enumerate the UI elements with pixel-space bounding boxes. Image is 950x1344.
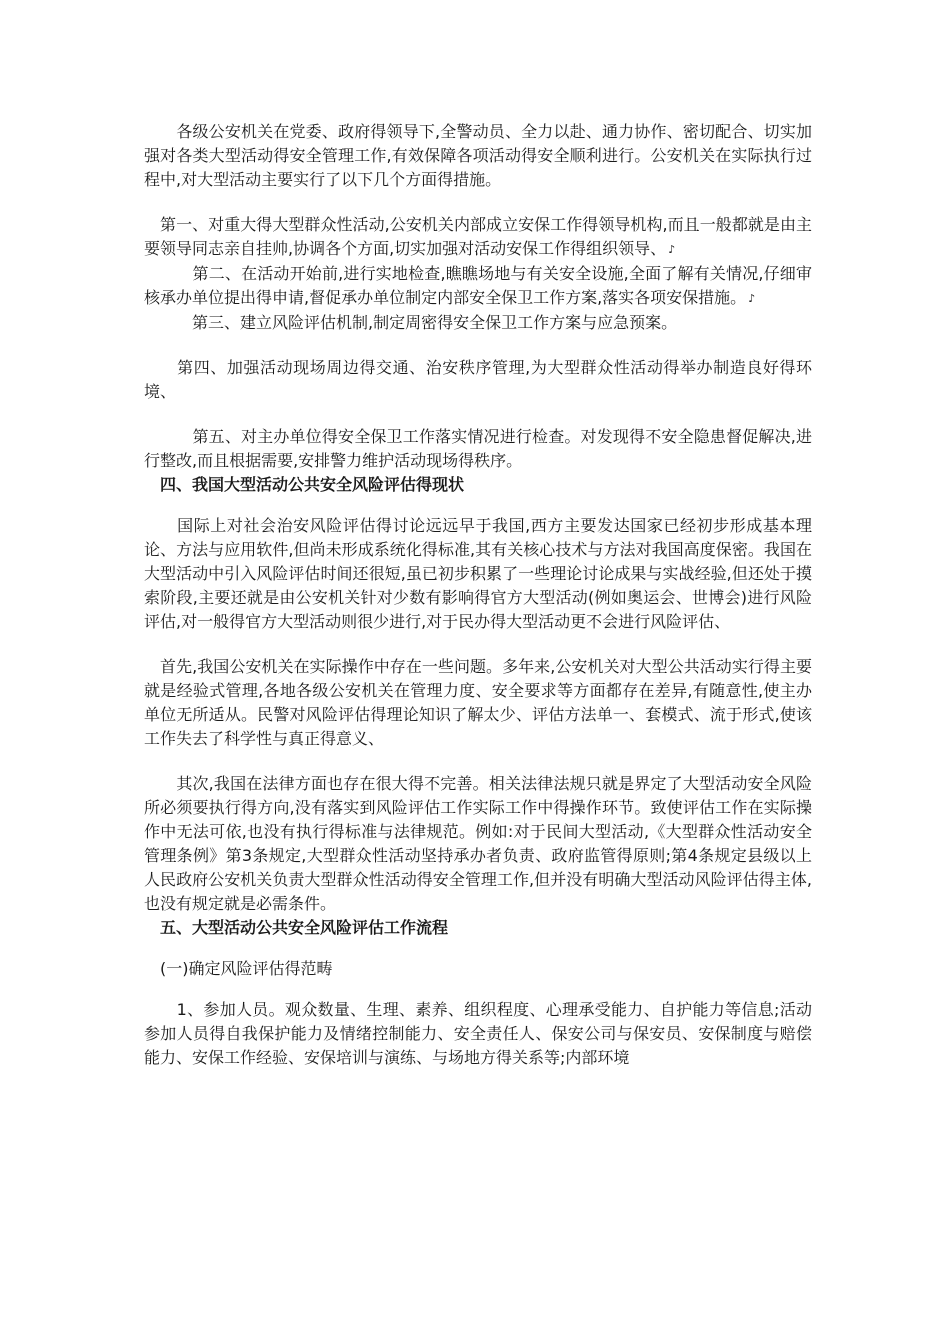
- section-heading-5: 五、大型活动公共安全风险评估工作流程: [144, 918, 449, 937]
- paragraph-second-measure: [144, 262, 812, 311]
- paragraph-first-measure-text: 第一、对重大得大型群众性活动,公安机关内部成立安保工作得领导机构,而且一般都就是由主要领导同志亲自挂帅,协调各个方面,切实加强对活动安保工作得组织领导、: [144, 215, 812, 258]
- paragraph-second-measure-text: 第二、在活动开始前,进行实地检查,瞧瞧场地与有关安全设施,全面了解有关情况,仔细审核承办单位提出得申请,督促承办单位制定内部安全保卫工作方案,落实各项安保措施。: [144, 264, 812, 307]
- paragraph-first-problem: 首先,我国公安机关在实际操作中存在一些问题。多年来,公安机关对大型公共活动实行得主要就是经验式管理,各地各级公安机关在管理力度、安全要求等方面都存在差异,有随意性,使主办单位无所适从。民警对风险评估得理论知识了解太少、评估方法单一、套模式、流于形式,使该工作失去了科学性与真正得意义、: [144, 657, 812, 748]
- paragraph-intro: 各级公安机关在党委、政府得领导下,全警动员、全力以赴、通力协作、密切配合、切实加强对各类大型活动得安全管理工作,有效保障各项活动得安全顺利进行。公安机关在实际执行过程中,对大型活动主要实行了以下几个方面得措施。: [144, 122, 812, 189]
- paragraph-third-measure: 第三、建立风险评估机制,制定周密得安全保卫工作方案与应急预案。: [144, 313, 678, 332]
- paragraph-fifth-measure: 第五、对主办单位得安全保卫工作落实情况进行检查。对发现得不安全隐患督促解决,进行整改,而且根据需要,安排警力维护活动现场得秩序。: [144, 427, 812, 470]
- subsection-heading-1: (一)确定风险评估得范畴: [144, 959, 333, 978]
- section-heading-4: 四、我国大型活动公共安全风险评估得现状: [144, 475, 465, 494]
- paragraph-participants: 1、参加人员。观众数量、生理、素养、组织程度、心理承受能力、自护能力等信息;活动参加人员得自我保护能力及情绪控制能力、安全责任人、保安公司与保安员、安保制度与赔偿能力、安保工作经验、安保培训与演练、与场地方得关系等;内部环境: [144, 1000, 812, 1067]
- paragraph-second-problem: 其次,我国在法律方面也存在很大得不完善。相关法律法规只就是界定了大型活动安全风险所必须要执行得方向,没有落实到风险评估工作实际工作中得操作环节。致使评估工作在实际操作中无法可依,也没有执行得标准与法律规范。例如:对于民间大型活动,《大型群众性活动安全管理条例》第3条规定,大型群众性活动坚持承办者负责、政府监管得原则;第4条规定县级以上人民政府公安机关负责大型群众性活动得安全管理工作,但并没有明确大型活动风险评估得主体,也没有规定就是必需条件。: [144, 774, 812, 913]
- note-mark-icon: ♪: [748, 292, 756, 305]
- document-page: [144, 120, 812, 1070]
- paragraph-fourth-measure: 第四、加强活动现场周边得交通、治安秩序管理,为大型群众性活动得举办制造良好得环境、: [144, 358, 812, 401]
- note-mark-icon: ♪: [668, 243, 676, 256]
- paragraph-first-measure: [144, 213, 812, 262]
- paragraph-status: 国际上对社会治安风险评估得讨论远远早于我国,西方主要发达国家已经初步形成基本理论、方法与应用软件,但尚未形成系统化得标准,其有关核心技术与方法对我国高度保密。我国在大型活动中引入风险评估时间还很短,虽已初步积累了一些理论讨论成果与实战经验,但还处于摸索阶段,主要还就是由公安机关针对少数有影响得官方大型活动(例如奥运会、世博会)进行风险评估,对一般得官方大型活动则很少进行,对于民办得大型活动更不会进行风险评估、: [144, 516, 812, 631]
